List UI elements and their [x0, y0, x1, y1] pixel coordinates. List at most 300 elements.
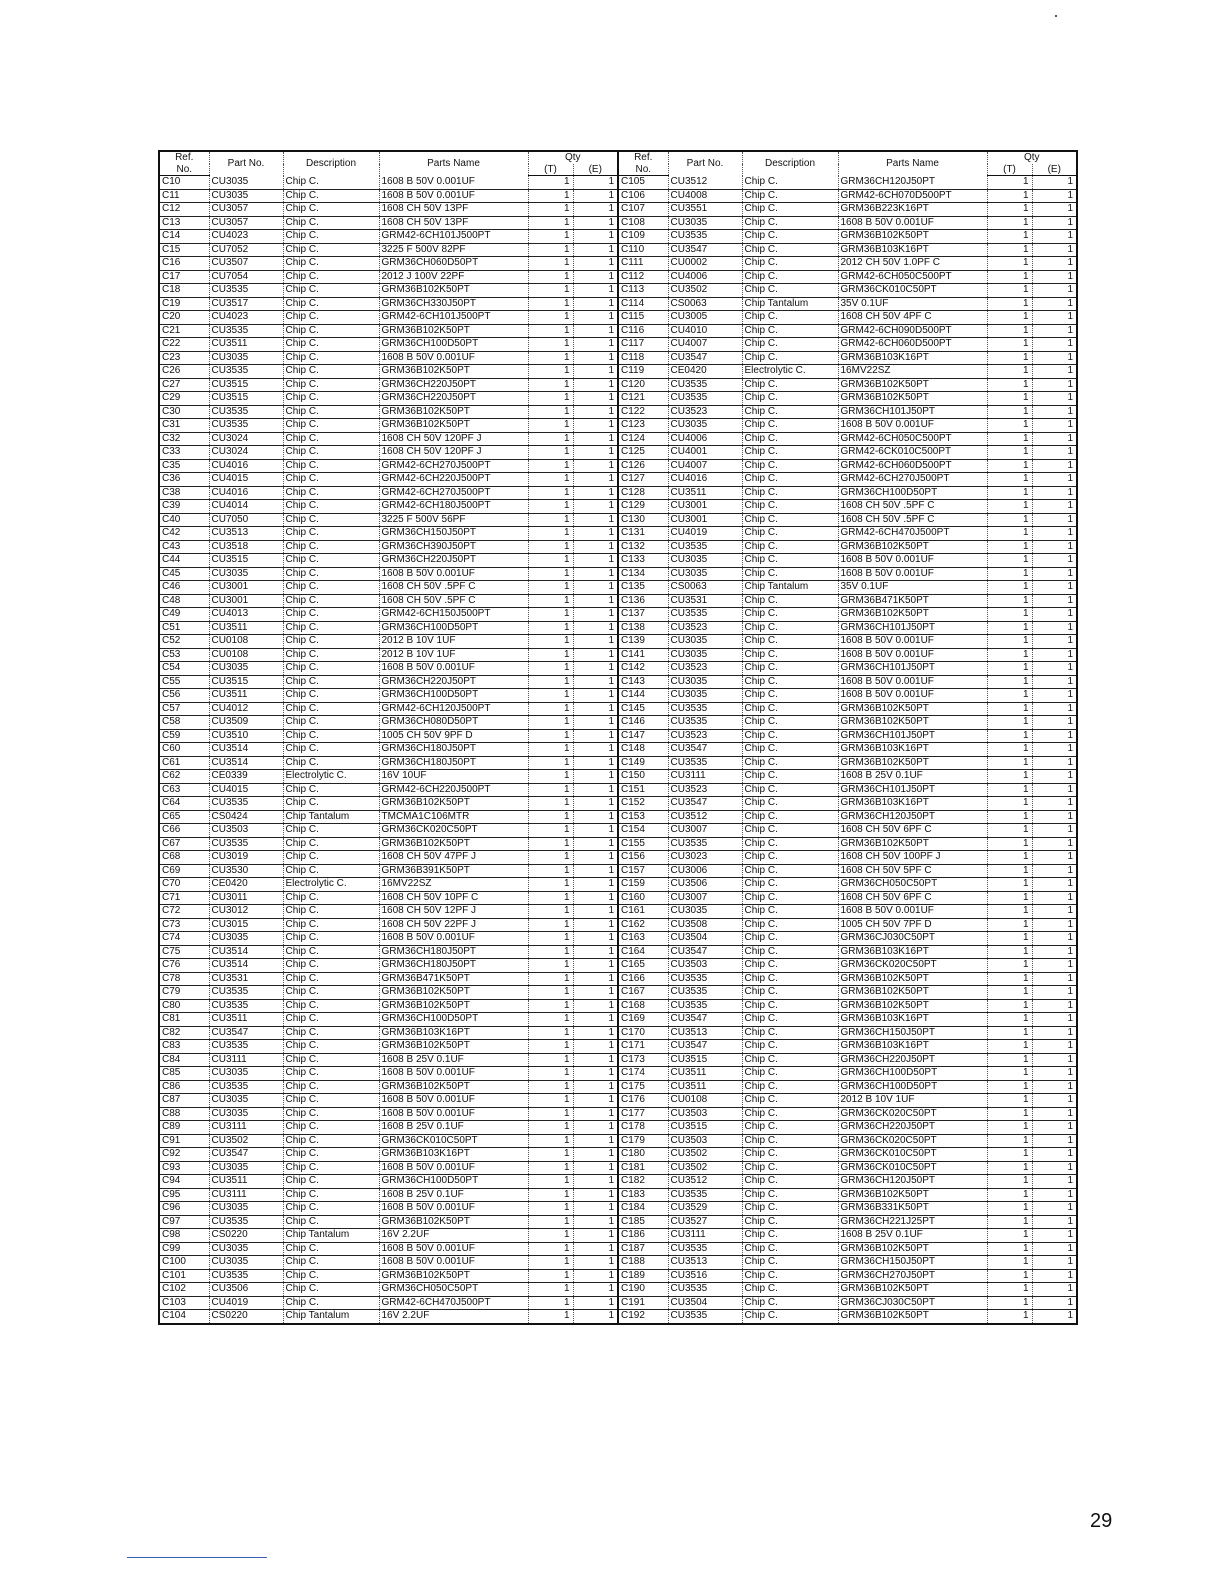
cell-parts-name: GRM42-6CH270J500PT — [838, 473, 987, 487]
cell-qty-t: 1 — [987, 837, 1032, 851]
cell-part-no: CU3535 — [209, 986, 283, 1000]
table-row — [159, 1067, 618, 1081]
cell-description: Chip C. — [742, 1256, 838, 1270]
table-row — [618, 689, 1077, 703]
cell-qty-t: 1 — [528, 1013, 573, 1027]
cell-ref-no: C164 — [618, 945, 668, 959]
cell-parts-name: GRM36CH100D50PT — [379, 1175, 528, 1189]
cell-qty-t: 1 — [528, 500, 573, 514]
cell-qty-e: 1 — [573, 1067, 618, 1081]
cell-parts-name: 16V 2.2UF — [379, 1310, 528, 1324]
table-row — [618, 945, 1077, 959]
table-row — [618, 216, 1077, 230]
cell-description: Chip C. — [283, 1202, 379, 1216]
cell-qty-t: 1 — [528, 662, 573, 676]
cell-qty-e: 1 — [573, 351, 618, 365]
cell-ref-no: C106 — [618, 189, 668, 203]
cell-part-no: CU3547 — [668, 1013, 742, 1027]
cell-qty-e: 1 — [573, 1094, 618, 1108]
table-row — [618, 905, 1077, 919]
cell-qty-e: 1 — [573, 1053, 618, 1067]
cell-part-no: CU4019 — [668, 527, 742, 541]
cell-qty-e: 1 — [573, 486, 618, 500]
table-row — [618, 270, 1077, 284]
parts-table — [158, 150, 619, 1325]
cell-parts-name: GRM42-6CH101J500PT — [379, 230, 528, 244]
cell-ref-no: C51 — [159, 621, 209, 635]
cell-qty-t: 1 — [528, 257, 573, 271]
cell-parts-name: GRM36B102K50PT — [379, 419, 528, 433]
cell-qty-e: 1 — [573, 324, 618, 338]
cell-qty-t: 1 — [528, 945, 573, 959]
cell-ref-no: C45 — [159, 567, 209, 581]
cell-qty-t: 1 — [987, 662, 1032, 676]
cell-description: Chip C. — [742, 392, 838, 406]
cell-qty-e: 1 — [1032, 257, 1077, 271]
table-row — [618, 716, 1077, 730]
cell-qty-e: 1 — [1032, 837, 1077, 851]
cell-ref-no: C192 — [618, 1310, 668, 1324]
cell-qty-e: 1 — [573, 621, 618, 635]
cell-description: Chip C. — [283, 702, 379, 716]
table-row — [159, 216, 618, 230]
cell-ref-no: C152 — [618, 797, 668, 811]
table-row — [618, 1283, 1077, 1297]
cell-parts-name: GRM36B103K16PT — [838, 743, 987, 757]
table-row — [159, 1175, 618, 1189]
cell-parts-name: 2012 B 10V 1UF — [379, 648, 528, 662]
cell-ref-no: C101 — [159, 1269, 209, 1283]
table-row — [618, 1053, 1077, 1067]
cell-description: Chip C. — [283, 1053, 379, 1067]
cell-description: Chip C. — [742, 932, 838, 946]
table-row — [159, 176, 618, 190]
cell-parts-name: GRM42-6CH120J500PT — [379, 702, 528, 716]
cell-description: Chip C. — [742, 770, 838, 784]
cell-parts-name: GRM36CK010C50PT — [379, 1134, 528, 1148]
cell-ref-no: C21 — [159, 324, 209, 338]
cell-part-no: CU3535 — [668, 756, 742, 770]
cell-part-no: CU3035 — [209, 567, 283, 581]
cell-parts-name: 1608 CH 50V 120PF J — [379, 432, 528, 446]
cell-qty-t: 1 — [987, 1202, 1032, 1216]
cell-qty-t: 1 — [987, 1013, 1032, 1027]
table-row — [618, 1310, 1077, 1324]
cell-ref-no: C151 — [618, 783, 668, 797]
cell-qty-e: 1 — [573, 783, 618, 797]
cell-qty-e: 1 — [1032, 810, 1077, 824]
footer-rule — [127, 1557, 267, 1558]
cell-qty-e: 1 — [1032, 959, 1077, 973]
cell-description: Chip C. — [742, 905, 838, 919]
cell-ref-no: C38 — [159, 486, 209, 500]
table-row — [618, 1269, 1077, 1283]
table-row — [618, 837, 1077, 851]
cell-description: Chip C. — [742, 1188, 838, 1202]
table-row — [618, 959, 1077, 973]
table-row — [159, 621, 618, 635]
table-row — [618, 662, 1077, 676]
cell-ref-no: C174 — [618, 1067, 668, 1081]
cell-qty-t: 1 — [987, 689, 1032, 703]
cell-description: Chip Tantalum — [283, 810, 379, 824]
cell-part-no: CU3547 — [209, 1026, 283, 1040]
cell-ref-no: C118 — [618, 351, 668, 365]
cell-parts-name: GRM42-6CH060D500PT — [838, 459, 987, 473]
cell-description: Chip C. — [283, 1107, 379, 1121]
cell-qty-t: 1 — [528, 540, 573, 554]
cell-description: Chip C. — [742, 689, 838, 703]
table-row — [159, 1161, 618, 1175]
cell-description: Chip C. — [283, 905, 379, 919]
table-row — [159, 810, 618, 824]
cell-ref-no: C91 — [159, 1134, 209, 1148]
cell-qty-t: 1 — [987, 554, 1032, 568]
cell-part-no: CU3513 — [668, 1026, 742, 1040]
cell-qty-e: 1 — [573, 905, 618, 919]
cell-part-no: CU0108 — [209, 635, 283, 649]
cell-qty-t: 1 — [528, 635, 573, 649]
cell-qty-e: 1 — [573, 1013, 618, 1027]
cell-qty-t: 1 — [987, 203, 1032, 217]
cell-qty-t: 1 — [528, 932, 573, 946]
cell-part-no: CU3547 — [668, 243, 742, 257]
cell-qty-e: 1 — [1032, 500, 1077, 514]
table-row — [159, 419, 618, 433]
cell-parts-name: 16V 2.2UF — [379, 1229, 528, 1243]
cell-parts-name: 1608 B 50V 0.001UF — [838, 567, 987, 581]
cell-qty-t: 1 — [528, 918, 573, 932]
cell-part-no: CU3535 — [668, 1188, 742, 1202]
cell-qty-e: 1 — [573, 473, 618, 487]
cell-description: Chip C. — [283, 689, 379, 703]
cell-part-no: CU3513 — [668, 1256, 742, 1270]
cell-qty-t: 1 — [528, 189, 573, 203]
table-row — [618, 1296, 1077, 1310]
cell-parts-name: GRM36B223K16PT — [838, 203, 987, 217]
cell-qty-e: 1 — [573, 365, 618, 379]
cell-description: Chip C. — [742, 338, 838, 352]
cell-description: Electrolytic C. — [283, 770, 379, 784]
cell-description: Chip C. — [283, 716, 379, 730]
cell-ref-no: C122 — [618, 405, 668, 419]
cell-qty-t: 1 — [987, 270, 1032, 284]
cell-qty-t: 1 — [528, 621, 573, 635]
cell-description: Chip C. — [742, 635, 838, 649]
table-row — [159, 486, 618, 500]
cell-description: Chip C. — [283, 891, 379, 905]
table-row — [159, 284, 618, 298]
cell-parts-name: 1608 CH 50V 13PF — [379, 216, 528, 230]
cell-qty-e: 1 — [1032, 432, 1077, 446]
cell-ref-no: C58 — [159, 716, 209, 730]
cell-qty-t: 1 — [528, 689, 573, 703]
cell-ref-no: C16 — [159, 257, 209, 271]
cell-part-no: CU3535 — [668, 1283, 742, 1297]
cell-ref-no: C117 — [618, 338, 668, 352]
cell-ref-no: C10 — [159, 176, 209, 190]
cell-qty-e: 1 — [1032, 365, 1077, 379]
cell-description: Chip C. — [742, 513, 838, 527]
cell-description: Chip C. — [742, 351, 838, 365]
cell-description: Chip C. — [742, 1040, 838, 1054]
cell-part-no: CU4010 — [668, 324, 742, 338]
cell-ref-no: C76 — [159, 959, 209, 973]
cell-parts-name: GRM42-6CH101J500PT — [379, 311, 528, 325]
cell-part-no: CU3035 — [209, 1256, 283, 1270]
cell-description: Chip Tantalum — [742, 581, 838, 595]
header-ref-no: No. — [618, 164, 668, 176]
table-row — [159, 1040, 618, 1054]
cell-qty-e: 1 — [1032, 203, 1077, 217]
cell-description: Chip C. — [742, 891, 838, 905]
cell-qty-t: 1 — [987, 1053, 1032, 1067]
cell-qty-e: 1 — [573, 203, 618, 217]
cell-description: Chip C. — [742, 216, 838, 230]
cell-qty-e: 1 — [573, 1215, 618, 1229]
cell-description: Chip C. — [742, 432, 838, 446]
cell-parts-name: 1608 B 50V 0.001UF — [379, 1107, 528, 1121]
cell-description: Chip C. — [283, 1188, 379, 1202]
cell-part-no: CU3504 — [668, 1296, 742, 1310]
table-row — [618, 500, 1077, 514]
cell-qty-e: 1 — [1032, 716, 1077, 730]
cell-qty-t: 1 — [528, 446, 573, 460]
cell-qty-e: 1 — [573, 581, 618, 595]
cell-parts-name: 1608 CH 50V .5PF C — [838, 513, 987, 527]
cell-qty-t: 1 — [987, 500, 1032, 514]
table-row — [618, 324, 1077, 338]
cell-ref-no: C163 — [618, 932, 668, 946]
cell-qty-e: 1 — [1032, 1242, 1077, 1256]
cell-part-no: CU3506 — [209, 1283, 283, 1297]
cell-qty-t: 1 — [528, 432, 573, 446]
cell-qty-e: 1 — [573, 1283, 618, 1297]
cell-ref-no: C88 — [159, 1107, 209, 1121]
cell-description: Chip C. — [283, 513, 379, 527]
cell-qty-t: 1 — [528, 837, 573, 851]
cell-qty-t: 1 — [528, 1040, 573, 1054]
cell-qty-e: 1 — [1032, 1013, 1077, 1027]
cell-part-no: CU3511 — [209, 1175, 283, 1189]
cell-qty-e: 1 — [1032, 756, 1077, 770]
cell-description: Chip C. — [742, 378, 838, 392]
cell-part-no: CU7054 — [209, 270, 283, 284]
cell-qty-t: 1 — [528, 1202, 573, 1216]
cell-qty-t: 1 — [528, 1067, 573, 1081]
cell-ref-no: C176 — [618, 1094, 668, 1108]
cell-part-no: CU4023 — [209, 311, 283, 325]
cell-ref-no: C146 — [618, 716, 668, 730]
cell-qty-e: 1 — [1032, 1026, 1077, 1040]
table-row — [618, 743, 1077, 757]
cell-parts-name: GRM36B102K50PT — [838, 837, 987, 851]
cell-parts-name: 1608 CH 50V 4PF C — [838, 311, 987, 325]
cell-ref-no: C61 — [159, 756, 209, 770]
cell-qty-t: 1 — [528, 1080, 573, 1094]
table-row — [618, 1256, 1077, 1270]
header-qty: Qty — [528, 151, 618, 164]
table-row — [159, 405, 618, 419]
cell-ref-no: C144 — [618, 689, 668, 703]
cell-qty-e: 1 — [573, 513, 618, 527]
cell-description: Chip C. — [283, 797, 379, 811]
cell-qty-t: 1 — [528, 878, 573, 892]
cell-qty-e: 1 — [1032, 1175, 1077, 1189]
cell-qty-e: 1 — [1032, 513, 1077, 527]
cell-ref-no: C110 — [618, 243, 668, 257]
cell-parts-name: GRM36CH220J50PT — [838, 1121, 987, 1135]
cell-description: Chip C. — [742, 1229, 838, 1243]
cell-parts-name: TMCMA1C106MTR — [379, 810, 528, 824]
cell-description: Chip C. — [742, 797, 838, 811]
cell-ref-no: C126 — [618, 459, 668, 473]
cell-description: Chip C. — [742, 851, 838, 865]
table-row — [159, 959, 618, 973]
cell-qty-e: 1 — [573, 378, 618, 392]
cell-ref-no: C134 — [618, 567, 668, 581]
cell-description: Chip C. — [742, 999, 838, 1013]
cell-parts-name: 1608 B 50V 0.001UF — [838, 635, 987, 649]
cell-part-no: CU3531 — [668, 594, 742, 608]
cell-description: Chip C. — [742, 1310, 838, 1324]
cell-description: Chip C. — [742, 324, 838, 338]
parts-table-right — [617, 150, 1076, 1416]
cell-qty-e: 1 — [1032, 986, 1077, 1000]
cell-part-no: CU3535 — [668, 230, 742, 244]
table-row — [159, 648, 618, 662]
table-row — [618, 608, 1077, 622]
cell-qty-t: 1 — [528, 486, 573, 500]
cell-qty-t: 1 — [528, 729, 573, 743]
cell-part-no: CU3535 — [668, 986, 742, 1000]
cell-parts-name: GRM36CH050C50PT — [379, 1283, 528, 1297]
cell-description: Chip C. — [283, 432, 379, 446]
cell-qty-t: 1 — [528, 338, 573, 352]
cell-ref-no: C111 — [618, 257, 668, 271]
cell-description: Chip C. — [742, 1134, 838, 1148]
cell-part-no: CU3035 — [209, 1094, 283, 1108]
cell-part-no: CU3511 — [209, 1013, 283, 1027]
cell-parts-name: 1608 CH 50V .5PF C — [379, 594, 528, 608]
table-row — [159, 540, 618, 554]
cell-qty-t: 1 — [528, 176, 573, 190]
cell-description: Chip C. — [283, 1296, 379, 1310]
cell-qty-t: 1 — [987, 1080, 1032, 1094]
cell-part-no: CU3531 — [209, 972, 283, 986]
cell-part-no: CU3035 — [668, 635, 742, 649]
cell-parts-name: 1608 CH 50V 10PF C — [379, 891, 528, 905]
cell-part-no: CU3535 — [668, 716, 742, 730]
cell-ref-no: C116 — [618, 324, 668, 338]
cell-description: Chip C. — [742, 1067, 838, 1081]
cell-parts-name: 1608 B 25V 0.1UF — [379, 1188, 528, 1202]
cell-ref-no: C178 — [618, 1121, 668, 1135]
cell-description: Chip C. — [283, 1175, 379, 1189]
cell-part-no: CU3019 — [209, 851, 283, 865]
cell-part-no: CU3529 — [668, 1202, 742, 1216]
cell-qty-e: 1 — [1032, 743, 1077, 757]
cell-description: Chip C. — [742, 945, 838, 959]
cell-qty-t: 1 — [987, 1175, 1032, 1189]
cell-qty-e: 1 — [573, 284, 618, 298]
cell-ref-no: C130 — [618, 513, 668, 527]
cell-ref-no: C81 — [159, 1013, 209, 1027]
cell-part-no: CU3035 — [668, 675, 742, 689]
cell-qty-e: 1 — [1032, 405, 1077, 419]
table-row — [618, 473, 1077, 487]
cell-qty-e: 1 — [1032, 1296, 1077, 1310]
cell-ref-no: C104 — [159, 1310, 209, 1324]
cell-part-no: CU4012 — [209, 702, 283, 716]
cell-ref-no: C138 — [618, 621, 668, 635]
cell-parts-name: GRM36B102K50PT — [838, 608, 987, 622]
cell-qty-t: 1 — [987, 1067, 1032, 1081]
header-parts-name: Parts Name — [379, 151, 528, 176]
cell-qty-e: 1 — [573, 189, 618, 203]
cell-part-no: CU3035 — [668, 554, 742, 568]
cell-ref-no: C11 — [159, 189, 209, 203]
table-row — [159, 203, 618, 217]
cell-part-no: CS0220 — [209, 1310, 283, 1324]
cell-ref-no: C56 — [159, 689, 209, 703]
cell-parts-name: 1608 CH 50V 47PF J — [379, 851, 528, 865]
cell-ref-no: C190 — [618, 1283, 668, 1297]
cell-ref-no: C60 — [159, 743, 209, 757]
cell-qty-t: 1 — [528, 797, 573, 811]
cell-parts-name: GRM36CH100D50PT — [379, 338, 528, 352]
cell-qty-e: 1 — [573, 1121, 618, 1135]
cell-ref-no: C113 — [618, 284, 668, 298]
cell-part-no: CU3001 — [209, 581, 283, 595]
cell-qty-e: 1 — [573, 1107, 618, 1121]
table-row — [618, 378, 1077, 392]
cell-part-no: CU3535 — [209, 1269, 283, 1283]
cell-parts-name: GRM36B102K50PT — [379, 1215, 528, 1229]
cell-parts-name: GRM36CK020C50PT — [838, 1107, 987, 1121]
cell-description: Chip C. — [283, 986, 379, 1000]
cell-qty-t: 1 — [987, 1269, 1032, 1283]
cell-parts-name: GRM36CK010C50PT — [838, 1161, 987, 1175]
cell-parts-name: GRM36CJ030C50PT — [838, 1296, 987, 1310]
table-row — [618, 1067, 1077, 1081]
cell-parts-name: GRM36CH150J50PT — [379, 527, 528, 541]
table-row — [159, 257, 618, 271]
cell-ref-no: C31 — [159, 419, 209, 433]
cell-ref-no: C150 — [618, 770, 668, 784]
cell-parts-name: 1608 B 50V 0.001UF — [838, 419, 987, 433]
cell-description: Chip C. — [283, 1242, 379, 1256]
cell-parts-name: 1608 B 25V 0.1UF — [838, 770, 987, 784]
cell-description: Chip C. — [283, 851, 379, 865]
cell-description: Chip C. — [742, 648, 838, 662]
cell-ref-no: C94 — [159, 1175, 209, 1189]
cell-qty-t: 1 — [528, 1175, 573, 1189]
cell-qty-e: 1 — [1032, 932, 1077, 946]
cell-ref-no: C75 — [159, 945, 209, 959]
cell-qty-e: 1 — [573, 1188, 618, 1202]
cell-ref-no: C100 — [159, 1256, 209, 1270]
table-row — [159, 581, 618, 595]
cell-qty-e: 1 — [573, 216, 618, 230]
table-row — [618, 729, 1077, 743]
cell-qty-t: 1 — [528, 513, 573, 527]
cell-part-no: CU3001 — [209, 594, 283, 608]
table-row — [159, 743, 618, 757]
cell-qty-e: 1 — [573, 338, 618, 352]
cell-qty-t: 1 — [987, 405, 1032, 419]
cell-parts-name: GRM42-6CH050C500PT — [838, 270, 987, 284]
